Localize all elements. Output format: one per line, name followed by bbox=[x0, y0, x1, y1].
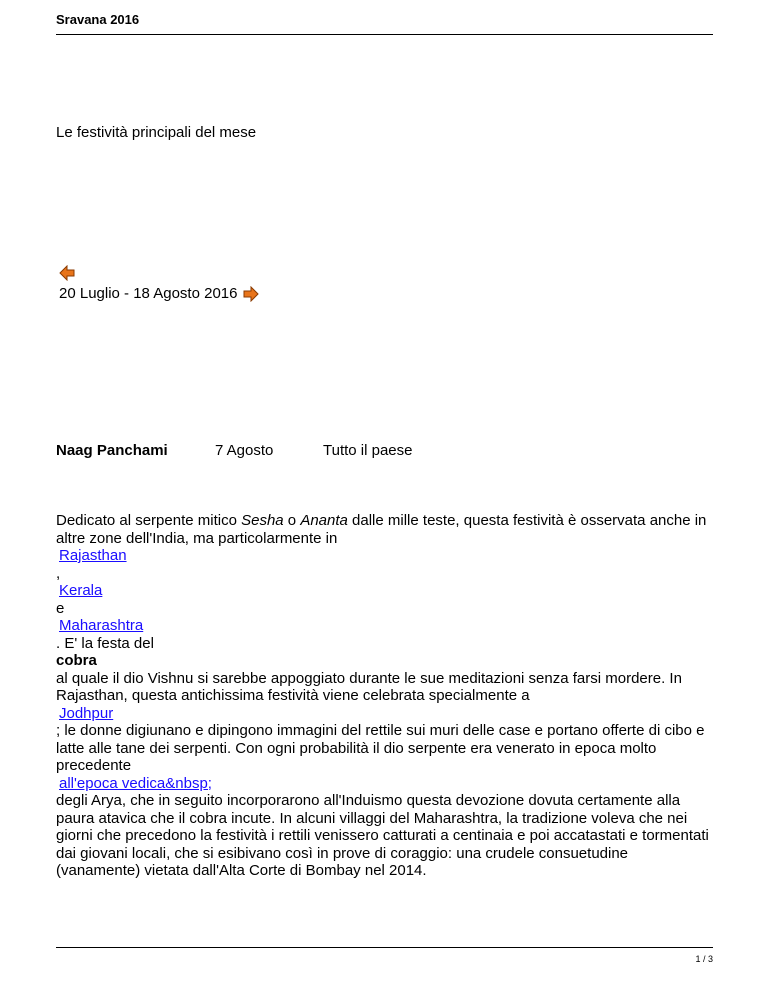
festival-name: Naag Panchami bbox=[56, 442, 168, 459]
festival-date: 7 Agosto bbox=[215, 442, 274, 459]
bold-cobra: cobra bbox=[56, 652, 97, 669]
text: dalle mille teste, questa festività è osservata anche in altre zone dell'India, ma particolarmente in bbox=[56, 512, 707, 547]
page-number: 1 / 3 bbox=[695, 954, 713, 964]
link-maharashtra[interactable]: Maharashtra bbox=[59, 617, 144, 634]
header-divider bbox=[56, 34, 713, 35]
footer-divider bbox=[56, 947, 713, 948]
emphasis-sesha: Sesha bbox=[241, 512, 284, 529]
date-range-row bbox=[59, 285, 259, 302]
festival-location: Tutto il paese bbox=[323, 442, 413, 459]
text: degli Arya, che in seguito incorporarono all'Induismo questa devozione dovuta certamente alla paura atavica che il cobra incute. In alcuni villaggi del Maharashtra, la tradizione voleva che nei giorni che precedono la festività i rettili venissero catturati a centinaia e poi accatastati e tormentati dai giovani locali, che si esibivano così in prove di coraggio: una crudele consuetudine (vanamente) vietata dall'Alta Corte di Bombay nel 2014. bbox=[56, 792, 709, 879]
link-rajasthan[interactable]: Rajasthan bbox=[59, 547, 127, 564]
arrow-right-icon[interactable] bbox=[243, 286, 259, 302]
document-header-title: Sravana 2016 bbox=[56, 12, 140, 27]
text: o bbox=[283, 512, 301, 529]
link-vedic-era[interactable]: all'epoca vedica&nbsp; bbox=[59, 774, 212, 792]
text: al quale il dio Vishnu si sarebbe appoggiato durante le sue meditazioni senza farsi mordere. In Rajasthan, questa antichissima festività viene celebrata specialmente a bbox=[56, 669, 682, 704]
link-jodhpur[interactable]: Jodhpur bbox=[59, 704, 114, 722]
emphasis-ananta: Ananta bbox=[300, 512, 348, 529]
text: ; le donne digiunano e dipingono immagini del rettile sui muri delle case e portano offerte di cibo e latte alle tane dei serpenti. Con ogni probabilità il dio serpente era venerato in epoca molto precedente bbox=[56, 722, 705, 774]
text: . E' la festa del bbox=[56, 634, 154, 652]
text: , bbox=[56, 564, 61, 582]
link-kerala[interactable]: Kerala bbox=[59, 582, 103, 599]
intro-text: Le festività principali del mese bbox=[56, 124, 257, 141]
text: e bbox=[56, 599, 65, 617]
date-range: 20 Luglio - 18 Agosto 2016 bbox=[59, 285, 238, 302]
arrow-left-icon[interactable] bbox=[59, 265, 75, 281]
text: Dedicato al serpente mitico bbox=[56, 512, 242, 529]
festival-description bbox=[56, 512, 716, 880]
